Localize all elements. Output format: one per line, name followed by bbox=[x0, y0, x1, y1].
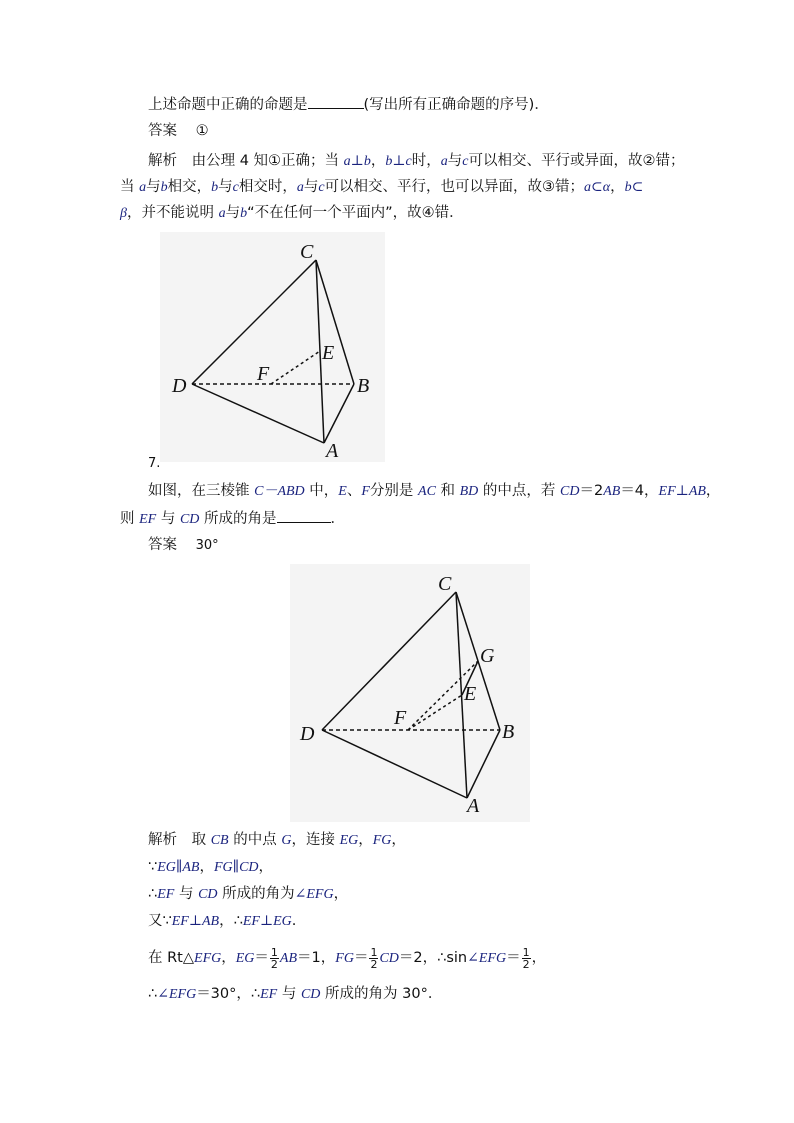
math-var: β bbox=[120, 206, 127, 221]
question-text: 分别是 bbox=[369, 483, 419, 499]
math-var: AB bbox=[279, 951, 298, 966]
analysis-text: ＝ bbox=[353, 950, 369, 966]
math-var: b bbox=[160, 180, 168, 195]
math-expr: b⊥c bbox=[385, 154, 412, 169]
question-text: ． bbox=[330, 511, 345, 527]
math-expr: ∠EFG bbox=[467, 951, 507, 966]
math-var: CD bbox=[300, 987, 321, 1002]
math-expr: EF⊥AB bbox=[171, 914, 220, 929]
math-var: EF bbox=[157, 887, 175, 902]
label-A: A bbox=[326, 440, 339, 462]
fraction-numerator: 1 bbox=[522, 945, 530, 959]
analysis-text: ，并不能说明 bbox=[126, 205, 219, 221]
math-var: a bbox=[440, 154, 448, 169]
analysis-text: ，连接 bbox=[291, 832, 340, 848]
analysis-text: 相交， bbox=[167, 179, 212, 195]
analysis-label: 解析 bbox=[148, 832, 177, 848]
analysis-text: 取 bbox=[191, 832, 211, 848]
math-var: EG bbox=[235, 951, 255, 966]
math-var: c bbox=[232, 180, 239, 195]
label-E: E bbox=[464, 683, 477, 705]
tetrahedron-figure-2 bbox=[290, 564, 530, 822]
figure-background bbox=[160, 232, 385, 462]
math-var: CD bbox=[198, 887, 218, 902]
analysis-text: 又∵ bbox=[148, 913, 172, 929]
math-var: AC bbox=[418, 484, 436, 499]
question-text: 的中点，若 bbox=[478, 483, 561, 499]
analysis-text: 当 bbox=[120, 179, 140, 195]
analysis7-line-2 bbox=[148, 857, 273, 878]
analysis-text: ， bbox=[531, 950, 547, 966]
analysis7-line-6 bbox=[148, 984, 442, 1005]
analysis-line-1 bbox=[148, 151, 684, 172]
because-symbol: ∵ bbox=[148, 859, 158, 875]
analysis-text: 可以相交、平行或异面，故②错； bbox=[468, 153, 685, 169]
analysis-text: ，∴ bbox=[219, 913, 243, 929]
analysis-text: ， bbox=[610, 179, 625, 195]
analysis-text: 由公理 4 知①正确；当 bbox=[191, 153, 344, 169]
analysis-text: “不在任何一个平面内”，故④错． bbox=[247, 205, 464, 221]
analysis-text: 可以相交、平行，也可以异面，故③错； bbox=[324, 179, 585, 195]
analysis-text: 所成的角为 30°． bbox=[320, 986, 443, 1002]
analysis-text: ， bbox=[258, 859, 274, 875]
math-var: EF bbox=[139, 512, 157, 527]
label-C: C bbox=[300, 241, 314, 263]
analysis-text: 与 bbox=[174, 886, 199, 902]
math-var: c bbox=[318, 180, 325, 195]
analysis-text: 与 bbox=[447, 153, 463, 169]
math-expr: a⊂α bbox=[584, 180, 611, 195]
label-B: B bbox=[502, 721, 515, 743]
math-expr: FG∥CD bbox=[213, 860, 259, 875]
label-B: B bbox=[357, 375, 370, 397]
answer-value: 30° bbox=[195, 538, 219, 553]
question-text: ＝4， bbox=[620, 483, 659, 499]
analysis-text: ， bbox=[391, 832, 406, 848]
math-var: b bbox=[211, 180, 219, 195]
question-text: 和 bbox=[435, 483, 460, 499]
answer-value: ① bbox=[195, 123, 209, 139]
answer-label: 答案 bbox=[148, 537, 177, 553]
math-var: G bbox=[281, 833, 292, 848]
question-text: 所成的角是 bbox=[199, 511, 277, 527]
math-var: FG bbox=[372, 833, 392, 848]
question-hint: (写出所有正确命题的序号)． bbox=[363, 97, 549, 113]
answer-blank bbox=[308, 94, 364, 109]
analysis7-line-3 bbox=[148, 884, 348, 905]
analysis-label: 解析 bbox=[148, 153, 177, 169]
fraction-half bbox=[369, 947, 378, 970]
tetrahedron-diagram-1 bbox=[160, 232, 385, 462]
label-E: E bbox=[322, 342, 335, 364]
math-var: BD bbox=[459, 484, 479, 499]
analysis-text: 的中点 bbox=[228, 832, 282, 848]
analysis-line-2 bbox=[120, 177, 643, 198]
question-text: 如图，在三棱锥 bbox=[148, 483, 255, 499]
fraction-numerator: 1 bbox=[370, 945, 378, 959]
answer-label: 答案 bbox=[148, 123, 177, 139]
math-var: b bbox=[240, 206, 248, 221]
question-7-line-1 bbox=[148, 481, 720, 502]
analysis-text: ， bbox=[199, 859, 214, 875]
math-expr: ∠EFG bbox=[294, 887, 334, 902]
math-expr: b⊂ bbox=[624, 180, 644, 195]
question-text: 与 bbox=[156, 511, 180, 527]
math-var: EG bbox=[339, 833, 359, 848]
math-var: CD bbox=[179, 512, 200, 527]
analysis-text: 与 bbox=[218, 179, 233, 195]
math-expr: EG∥AB bbox=[157, 860, 200, 875]
analysis-line-3 bbox=[120, 203, 464, 224]
analysis-text: 在 Rt△ bbox=[148, 950, 195, 966]
answer-line-7 bbox=[148, 535, 219, 556]
math-var: a bbox=[139, 180, 147, 195]
math-expr: EF⊥EG bbox=[242, 914, 292, 929]
math-var: F bbox=[361, 484, 370, 499]
analysis-text: 与 bbox=[277, 986, 301, 1002]
label-A: A bbox=[467, 795, 480, 817]
analysis-text: ＝ bbox=[254, 950, 269, 966]
analysis-text: ， bbox=[221, 950, 236, 966]
analysis-text: 所成的角为 bbox=[217, 886, 295, 902]
label-D: D bbox=[300, 723, 315, 745]
question-text: ， bbox=[705, 483, 721, 499]
label-F: F bbox=[394, 707, 407, 729]
therefore-symbol: ∴ bbox=[148, 886, 158, 902]
analysis-text: 与 bbox=[146, 179, 161, 195]
analysis-text: ＝ bbox=[506, 950, 521, 966]
question-text: 上述命题中正确的命题是 bbox=[148, 97, 308, 113]
analysis-text: ＝2，∴sin bbox=[398, 950, 468, 966]
analysis-text: 时， bbox=[411, 153, 441, 169]
answer-line bbox=[148, 121, 209, 141]
question-fill-line bbox=[148, 94, 549, 115]
label-G: G bbox=[480, 645, 495, 667]
math-var: a bbox=[296, 180, 304, 195]
math-var: FG bbox=[335, 951, 354, 966]
math-expr: a⊥b bbox=[343, 154, 371, 169]
math-expr: ∠EFG bbox=[157, 987, 197, 1002]
math-var: EFG bbox=[194, 951, 222, 966]
fraction-denominator: 2 bbox=[270, 957, 278, 971]
math-var: CD bbox=[379, 951, 399, 966]
analysis-text: ， bbox=[333, 886, 349, 902]
question-text: 则 bbox=[120, 511, 140, 527]
math-var: CB bbox=[210, 833, 229, 848]
analysis7-line-5 bbox=[148, 944, 546, 973]
tetrahedron-figure-1 bbox=[160, 232, 385, 462]
question-text: 、 bbox=[346, 483, 362, 499]
label-F: F bbox=[257, 363, 270, 385]
analysis-text: . bbox=[291, 913, 297, 929]
math-expr: C－ABD bbox=[254, 484, 305, 499]
fraction-half bbox=[522, 947, 531, 970]
analysis-text: ＝30°，∴ bbox=[196, 986, 261, 1002]
math-var: CD bbox=[560, 484, 580, 499]
therefore-symbol: ∴ bbox=[148, 986, 158, 1002]
analysis7-line-4 bbox=[148, 911, 296, 932]
analysis-text: 与 bbox=[303, 179, 319, 195]
tetrahedron-diagram-2 bbox=[290, 564, 530, 822]
math-var: E bbox=[338, 484, 347, 499]
analysis-text: ， bbox=[370, 153, 386, 169]
analysis-text: 与 bbox=[225, 205, 241, 221]
analysis-text: 相交时， bbox=[238, 179, 297, 195]
label-C: C bbox=[438, 573, 452, 595]
question-text: ＝2 bbox=[579, 483, 604, 499]
math-var: c bbox=[462, 154, 469, 169]
label-D: D bbox=[172, 375, 187, 397]
figure-background bbox=[290, 564, 530, 822]
analysis7-line-1 bbox=[148, 830, 406, 851]
fraction-half bbox=[270, 947, 279, 970]
question-text: 中， bbox=[304, 483, 339, 499]
answer-blank bbox=[277, 508, 331, 523]
question-number: 7. bbox=[148, 456, 161, 471]
analysis-text: ， bbox=[358, 832, 373, 848]
analysis-text: ＝1， bbox=[297, 950, 336, 966]
math-expr: EF⊥AB bbox=[658, 484, 706, 499]
math-var: AB bbox=[603, 484, 621, 499]
fraction-numerator: 1 bbox=[270, 945, 278, 959]
fraction-denominator: 2 bbox=[522, 957, 530, 971]
math-var: EF bbox=[260, 987, 278, 1002]
math-var: a bbox=[218, 206, 226, 221]
fraction-denominator: 2 bbox=[370, 957, 378, 971]
question-7-line-2 bbox=[120, 508, 345, 530]
